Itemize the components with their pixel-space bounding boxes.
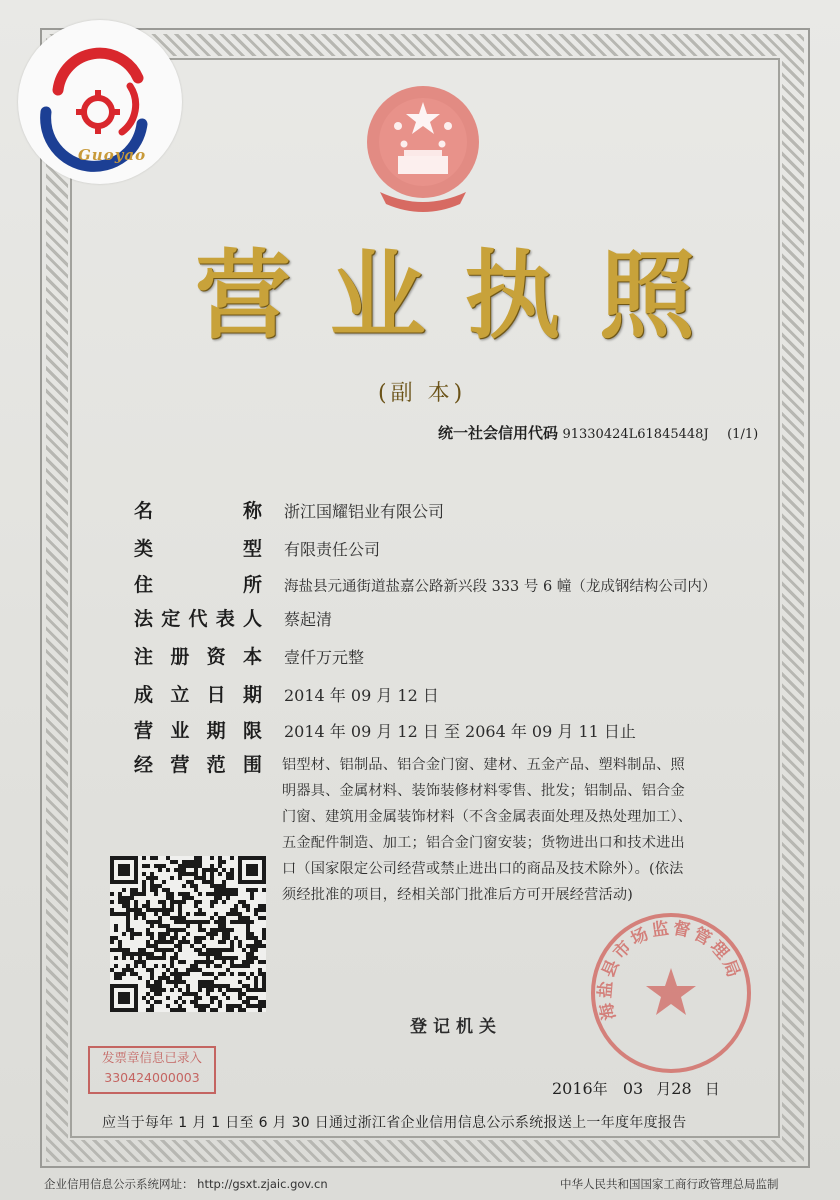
credit-code-page: (1/1) xyxy=(727,427,759,442)
field-value: 蔡起清 xyxy=(284,610,333,629)
field-label xyxy=(134,750,262,777)
label-char: 代 xyxy=(188,608,208,630)
scope-line: 口（国家限定公司经营或禁止进出口的商品及技术除外）。(依法 xyxy=(282,861,684,877)
date-day-unit: 日 xyxy=(704,1080,720,1098)
issue-date xyxy=(552,1078,720,1099)
field-address xyxy=(134,570,716,597)
guoyao-logo xyxy=(18,20,182,184)
field-scope xyxy=(134,750,262,777)
field-value: 海盐县元通街道盐嘉公路新兴段 333 号 6 幢（龙成钢结构公司内） xyxy=(284,579,717,595)
label-char: 经 xyxy=(134,754,154,776)
label-char: 资 xyxy=(206,646,226,668)
label-char: 册 xyxy=(170,646,190,668)
label-char: 名 xyxy=(134,500,154,522)
footer-website xyxy=(44,1176,328,1192)
license-subtitle: (副 本) xyxy=(378,381,467,406)
label-char: 限 xyxy=(242,720,262,742)
field-type xyxy=(134,534,380,561)
field-label xyxy=(134,680,262,707)
date-year: 2016 xyxy=(552,1079,593,1098)
title-char-1: 营 xyxy=(195,240,291,352)
date-month-unit: 月 xyxy=(656,1080,672,1098)
field-value: 浙江国耀铝业有限公司 xyxy=(284,502,445,521)
field-label xyxy=(134,534,262,561)
official-seal-icon xyxy=(586,908,756,1078)
scope-line: 须经批准的项目，经相关部门批准后方可开展经营活动) xyxy=(282,887,634,903)
scope-line: 门窗、建筑用金属装饰材料（不含金属表面处理及热处理加工）、 xyxy=(282,809,693,825)
label-char: 业 xyxy=(170,720,190,742)
label-char: 法 xyxy=(134,608,154,630)
field-capital xyxy=(134,642,364,669)
field-name xyxy=(134,496,444,523)
title-char-2: 业 xyxy=(329,240,426,352)
label-char: 日 xyxy=(206,684,226,706)
date-month: 03 xyxy=(622,1079,644,1098)
title-char-3: 执 xyxy=(464,240,561,352)
label-char: 所 xyxy=(242,574,262,596)
field-established xyxy=(134,680,439,707)
field-value: 壹仟万元整 xyxy=(284,648,365,667)
date-day: 28 xyxy=(671,1079,692,1098)
scope-line: 明器具、金属材料、装饰装修材料零售、批发；铝制品、铝合金 xyxy=(282,783,685,799)
seal-text: 海盐县市场监督管理局 xyxy=(595,918,745,1023)
label-char: 住 xyxy=(134,574,154,596)
registration-authority: 登记机关 xyxy=(410,1017,502,1037)
footer-issuer: 中华人民共和国国家工商行政管理总局监制 xyxy=(560,1177,779,1191)
scope-line: 五金配件制造、加工；铝合金门窗安装；货物进出口和技术进出 xyxy=(282,835,685,851)
label-char: 称 xyxy=(242,500,262,522)
field-label xyxy=(134,716,262,743)
logo-text: Guoyao xyxy=(78,146,147,164)
field-label xyxy=(134,496,262,523)
annual-report-notice: 应当于每年 1 月 1 日至 6 月 30 日通过浙江省企业信用信息公示系统报送上一年度年度报告 xyxy=(102,1115,687,1131)
qr-code-icon xyxy=(110,856,266,1012)
stamp-line-1: 发票章信息已录入 xyxy=(101,1050,202,1065)
date-year-unit: 年 xyxy=(592,1080,608,1098)
label-char: 期 xyxy=(242,684,262,706)
label-char: 成 xyxy=(134,684,154,706)
footer-website-url: http://gsxt.zjaic.gov.cn xyxy=(197,1177,328,1191)
label-char: 营 xyxy=(134,720,154,742)
label-char: 型 xyxy=(242,538,262,560)
field-label xyxy=(134,570,262,597)
label-char: 人 xyxy=(242,608,262,630)
label-char: 范 xyxy=(206,754,226,776)
national-emblem-icon xyxy=(360,80,486,216)
stamp-line-2: 330424000003 xyxy=(104,1070,200,1085)
label-char: 表 xyxy=(215,608,235,630)
label-char: 类 xyxy=(134,538,154,560)
field-value: 有限责任公司 xyxy=(284,540,381,559)
field-value: 2014 年 09 月 12 日 xyxy=(284,686,439,705)
invoice-stamp xyxy=(88,1046,216,1094)
label-char: 注 xyxy=(134,646,154,668)
footer-website-label: 企业信用信息公示系统网址： xyxy=(44,1177,194,1191)
scope-line: 铝型材、铝制品、铝合金门窗、建材、五金产品、塑料制品、照 xyxy=(282,757,685,773)
credit-code-value: 91330424L61845448J xyxy=(562,427,709,442)
label-char: 定 xyxy=(161,608,181,630)
field-label xyxy=(134,604,262,631)
label-char: 期 xyxy=(206,720,226,742)
label-char: 营 xyxy=(170,754,190,776)
field-legal-rep xyxy=(134,604,332,631)
credit-code-label: 统一社会信用代码 xyxy=(438,424,559,442)
label-char: 围 xyxy=(242,754,262,776)
field-label xyxy=(134,642,262,669)
license-title xyxy=(195,240,695,352)
business-scope xyxy=(282,752,792,908)
label-char: 立 xyxy=(170,684,190,706)
field-value: 2014 年 09 月 12 日 至 2064 年 09 月 11 日止 xyxy=(284,722,636,741)
title-char-4: 照 xyxy=(598,240,695,352)
label-char: 本 xyxy=(242,646,262,668)
credit-code xyxy=(438,422,758,443)
field-term xyxy=(134,716,636,743)
